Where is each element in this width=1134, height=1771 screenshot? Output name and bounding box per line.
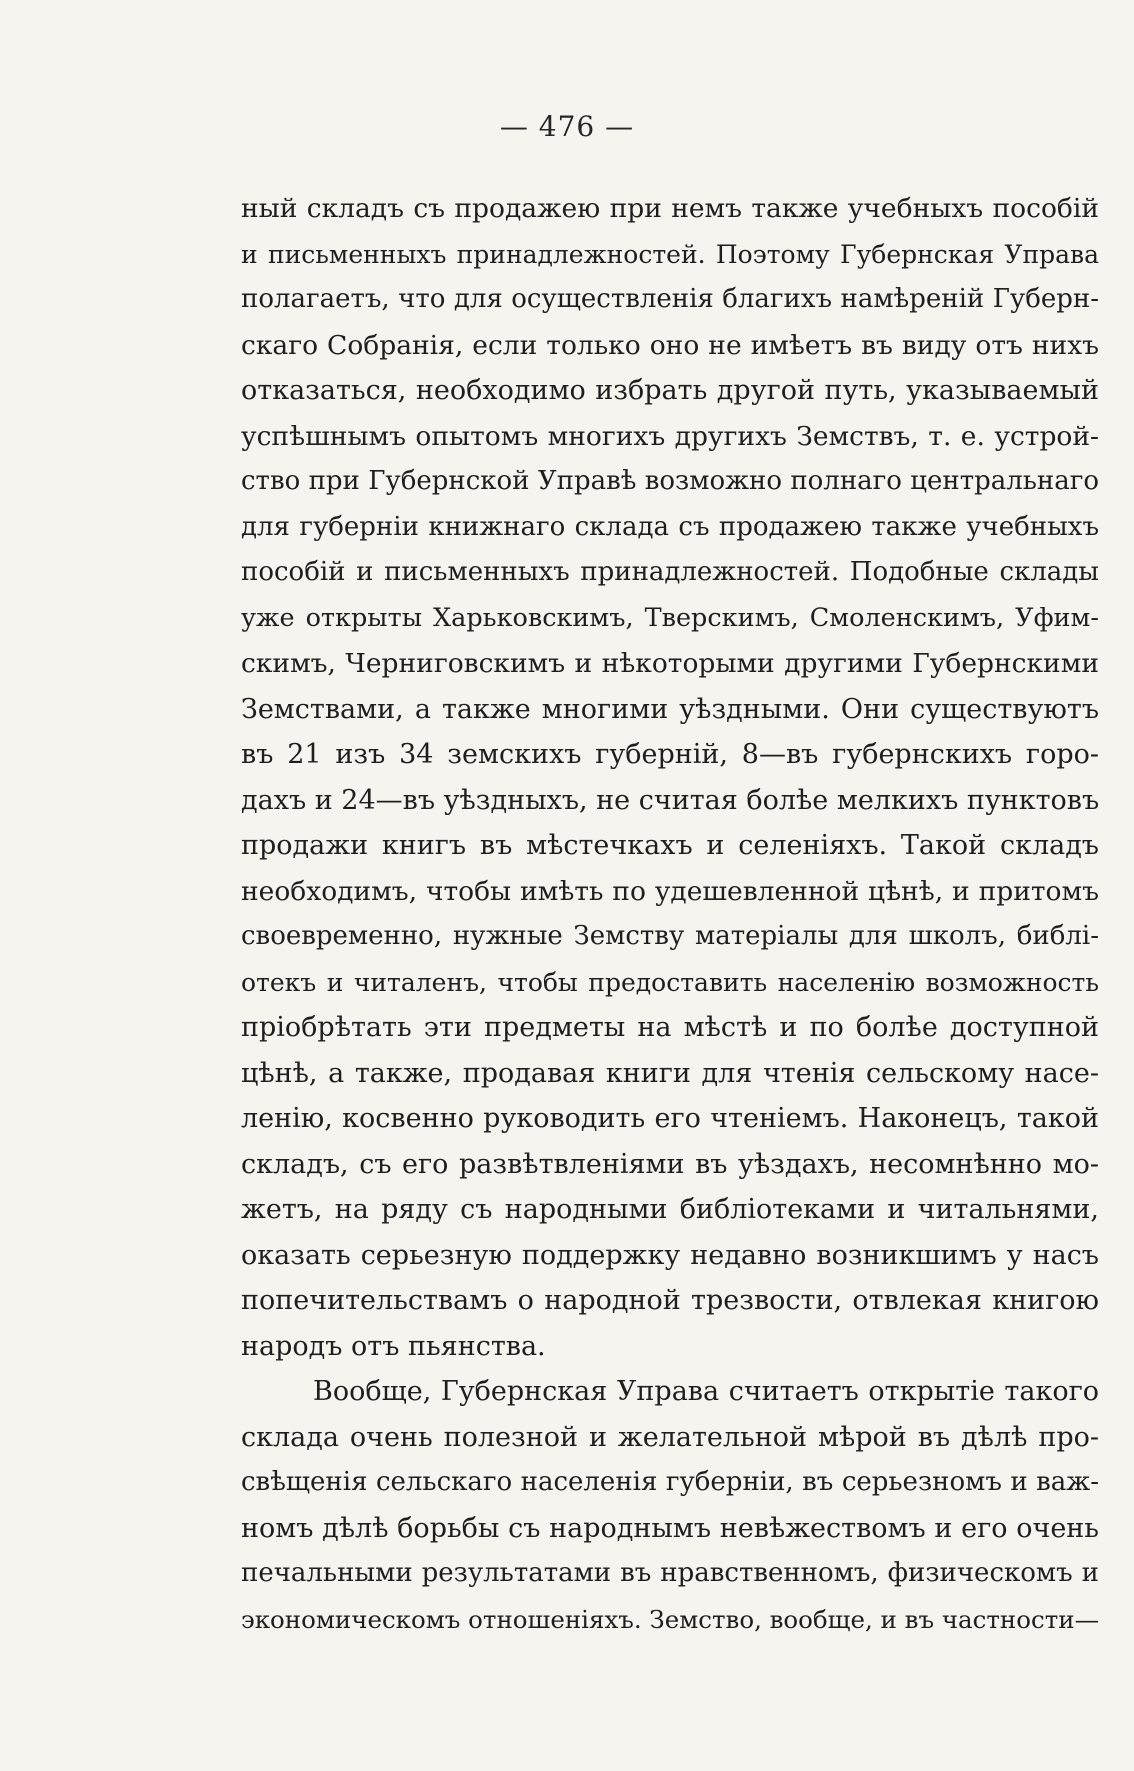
text-line: для губерніи книжнаго склада съ продажею также учебныхъ — [241, 511, 1099, 542]
text-line: попечительствамъ о народной трезвости, отвлекая книгою — [241, 1285, 1099, 1316]
text-line: народъ отъ пьянства. — [241, 1330, 546, 1362]
text-line: оказать серьезную поддержку недавно возникшимъ у насъ — [241, 1239, 1099, 1271]
text-line: номъ дѣлѣ борьбы съ народнымъ невѣжествомъ и его очень — [241, 1512, 1099, 1544]
text-line: необходимъ, чтобы имѣть по удешевленной цѣнѣ, и притомъ — [241, 875, 1099, 907]
paragraph-1 — [241, 186, 1099, 1369]
text-line: успѣшнымъ опытомъ многихъ другихъ Земствъ, т. е. устрой- — [241, 420, 1099, 452]
text-line: своевременно, нужные Земству матеріалы для школъ, библі- — [241, 921, 1099, 951]
text-line: печальными результатами въ нравственномъ, физическомъ и — [241, 1558, 1099, 1588]
text-line: и письменныхъ принадлежностей. Поэтому Губернская Управа — [241, 239, 1099, 269]
text-line: скаго Собранія, если только оно не имѣетъ въ виду отъ нихъ — [241, 329, 1099, 361]
text-line: цѣнѣ, а также, продавая книги для чтенія сельскому насе- — [241, 1057, 1099, 1089]
text-line: жетъ, на ряду съ народными библіотеками и читальнями, — [241, 1194, 1099, 1225]
text-line: ство при Губернской Управѣ возможно полнаго центральнаго — [241, 466, 1099, 496]
text-line: ный складъ съ продажею при немъ также учебныхъ пособій — [241, 193, 1099, 224]
text-line: Вообще, Губернская Управа считаетъ открытіе такого — [313, 1376, 1099, 1407]
text-line: Земствами, а также многими уѣздными. Они существуютъ — [241, 693, 1099, 725]
text-line: склада очень полезной и желательной мѣрой въ дѣлѣ про- — [241, 1421, 1099, 1453]
text-line: дахъ и 24—въ уѣздныхъ, не считая болѣе мелкихъ пунктовъ — [241, 784, 1099, 816]
page-number: — 476 — — [499, 110, 635, 143]
text-line: скимъ, Черниговскимъ и нѣкоторыми другими Губернскими — [241, 648, 1099, 679]
text-line: отказаться, необходимо избрать другой путь, указываемый — [241, 375, 1099, 406]
text-line: въ 21 изъ 34 земскихъ губерній, 8—въ губернскихъ горо- — [241, 739, 1099, 770]
body-text — [241, 186, 1099, 1642]
text-line: пособій и письменныхъ принадлежностей. Подобные склады — [241, 557, 1099, 587]
text-line: свѣщенія сельскаго населенія губерніи, въ серьезномъ и важ- — [241, 1467, 1099, 1497]
text-line: экономическомъ отношеніяхъ. Земство, вообще, и въ частности— — [241, 1604, 1099, 1634]
text-line: продажи книгъ въ мѣстечкахъ и селеніяхъ. Такой складъ — [241, 830, 1099, 861]
paragraph-2 — [241, 1369, 1099, 1642]
text-line: отекъ и читаленъ, чтобы предоставить населенію возможность — [241, 967, 1099, 997]
text-line: складъ, съ его развѣтвленіями въ уѣздахъ, несомнѣнно мо- — [241, 1148, 1099, 1180]
text-line: полагаетъ, что для осуществленія благихъ намѣреній Губерн- — [241, 284, 1099, 314]
text-line: ленію, косвенно руководить его чтеніемъ. Наконецъ, такой — [241, 1103, 1099, 1134]
text-line: уже открыты Харьковскимъ, Тверскимъ, Смоленскимъ, Уфим- — [241, 602, 1099, 633]
text-line: пріобрѣтать эти предметы на мѣстѣ и по болѣе доступной — [241, 1012, 1099, 1043]
